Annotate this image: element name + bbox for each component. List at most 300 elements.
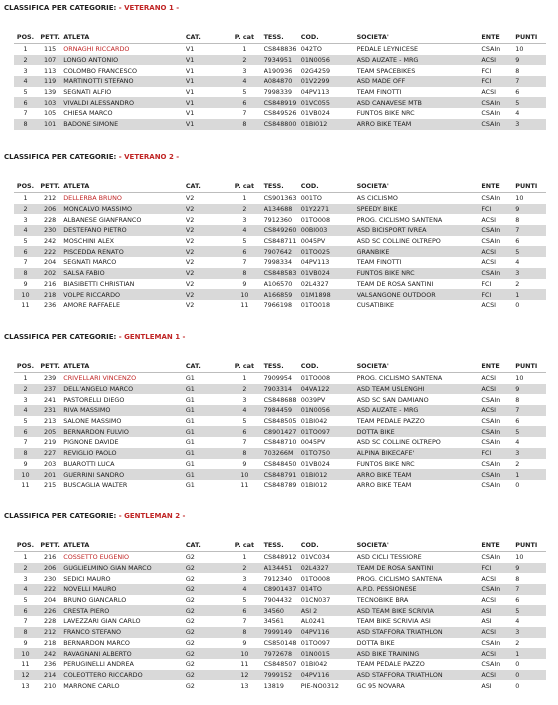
cell-pett: 242 <box>44 237 57 246</box>
cell-cod: 01BI012 <box>301 119 357 130</box>
section-title-prefix: CLASSIFICA PER CATEGORIE: <box>4 4 119 12</box>
cell-pos: 11 <box>21 660 30 669</box>
cell-tess: CS848505 <box>263 417 297 426</box>
cell-pos: 6 <box>14 246 37 257</box>
cell-pett: 210 <box>44 681 57 690</box>
table-row <box>14 65 546 76</box>
cell-pos: 3 <box>23 574 28 583</box>
cell-pos: 13 <box>21 681 30 690</box>
cell-societa: GRANBIKE <box>357 246 482 257</box>
results-table <box>14 31 546 130</box>
cell-pett: 119 <box>37 76 63 87</box>
cell-tess: C8901427 <box>264 426 301 437</box>
cell-tess: A166859 <box>264 289 301 300</box>
cell-cat: V1 <box>185 109 195 118</box>
table-row <box>14 459 546 470</box>
cell-pcat: 6 <box>225 97 263 108</box>
cell-pos: 3 <box>23 66 28 75</box>
cell-tess: CS849260 <box>264 225 301 236</box>
cell-tess: CS848791 <box>264 469 301 480</box>
cell-societa: FUNTOS BIKE NRC <box>356 459 415 468</box>
cell-cat: G2 <box>185 660 195 669</box>
cell-pett: 242 <box>37 648 63 659</box>
cell-tess: 7934951 <box>264 55 301 66</box>
cell-pett: 203 <box>44 459 57 468</box>
table-row <box>14 257 546 268</box>
cell-punti: 7 <box>515 225 546 236</box>
cell-atleta: BRUNO GIANCARLO <box>63 596 127 605</box>
column-header-pett: PETT. <box>37 539 63 552</box>
cell-ente: ACSI <box>481 596 497 605</box>
table-row <box>14 193 546 204</box>
cell-pett: 237 <box>37 384 63 395</box>
column-header-pcat: P. cat <box>225 31 263 44</box>
table-row <box>14 268 546 279</box>
cell-punti: 1 <box>515 289 546 300</box>
cell-punti: 8 <box>515 574 520 583</box>
cell-punti: 0 <box>515 681 520 690</box>
cell-pcat: 5 <box>242 237 247 246</box>
cell-societa: ASD TEAM BIKE SCRIVIA <box>357 605 482 616</box>
column-header-cod: COD. <box>301 539 357 552</box>
cell-tess: CS848912 <box>263 553 297 562</box>
cell-ente: ACSI <box>481 670 515 681</box>
cell-cod: 01BI042 <box>300 417 328 426</box>
cell-cod: AL0241 <box>300 617 325 626</box>
cell-ente: FCI <box>481 563 515 574</box>
column-header-atleta: ATLETA <box>63 31 186 44</box>
table-row <box>14 405 546 416</box>
cell-pos: 5 <box>23 88 28 97</box>
cell-cod: 01VC034 <box>300 553 330 562</box>
cell-punti: 2 <box>515 279 520 288</box>
cell-cod: PIE-NO0312 <box>300 681 339 690</box>
cell-pett: 214 <box>37 670 63 681</box>
cell-societa: ARRO BIKE TEAM <box>357 469 482 480</box>
table-row <box>14 279 546 290</box>
cell-cat: G2 <box>186 605 225 616</box>
cell-pett: 222 <box>37 246 63 257</box>
table-row <box>14 204 546 215</box>
cell-cat: G1 <box>186 469 225 480</box>
cell-atleta: SALSA FABIO <box>63 268 186 279</box>
cell-atleta: NOVELLI MAURO <box>63 584 186 595</box>
cell-societa: ARRO BIKE TEAM <box>357 119 482 130</box>
cell-pcat: 4 <box>225 225 263 236</box>
cell-societa: ASD STAFFORA TRIATHLON <box>357 627 482 638</box>
cell-atleta: AMORE RAFFAELE <box>63 301 120 310</box>
cell-cod: 01TO097 <box>300 638 331 647</box>
cell-societa: ASD SC SAN DAMIANO <box>356 395 429 404</box>
cell-atleta: CRESTA PIERO <box>63 605 186 616</box>
cell-cod: 01VB024 <box>300 459 330 468</box>
column-header-punti: PUNTI <box>515 31 546 44</box>
column-header-cod: COD. <box>301 31 357 44</box>
cell-cat: V1 <box>186 55 225 66</box>
cell-ente: CSAIn <box>481 426 515 437</box>
cell-pett: 206 <box>37 204 63 215</box>
column-header-societa: SOCIETA' <box>357 360 482 373</box>
cell-cod: 04PV113 <box>300 258 330 267</box>
cell-punti: 9 <box>515 563 546 574</box>
cell-tess: 7999149 <box>264 627 301 638</box>
cell-tess: CS848800 <box>264 119 301 130</box>
cell-cat: V2 <box>186 289 225 300</box>
table-row <box>14 214 546 225</box>
cell-pett: 231 <box>37 405 63 416</box>
cell-ente: ACSI <box>481 258 497 267</box>
cell-cat: G1 <box>185 417 195 426</box>
table-row <box>14 394 546 405</box>
cell-tess: CS848789 <box>263 481 297 490</box>
cell-punti: 8 <box>515 215 520 224</box>
cell-cat: V1 <box>185 66 195 75</box>
cell-pett: 213 <box>44 417 57 426</box>
cell-pcat: 12 <box>225 670 263 681</box>
cell-cat: G2 <box>186 670 225 681</box>
cell-societa: ASD SC COLLINE OLTREPO <box>356 237 441 246</box>
table-row <box>14 384 546 395</box>
table-row <box>14 300 546 311</box>
table-row <box>14 552 546 563</box>
cell-tess: A134688 <box>264 204 301 215</box>
cell-pos: 10 <box>14 289 37 300</box>
cell-cod: 01TO097 <box>301 426 357 437</box>
cell-pett: 218 <box>37 289 63 300</box>
cell-punti: 7 <box>515 76 546 87</box>
cell-punti: 0 <box>515 670 546 681</box>
cell-pett: 215 <box>44 481 57 490</box>
cell-cat: V2 <box>185 237 195 246</box>
cell-cat: V2 <box>186 246 225 257</box>
cell-pcat: 11 <box>240 660 249 669</box>
cell-punti: 9 <box>515 204 546 215</box>
table-header-row <box>14 180 546 193</box>
table-row <box>14 448 546 459</box>
table-row <box>14 289 546 300</box>
cell-pos: 10 <box>14 469 37 480</box>
cell-tess: 7999152 <box>264 670 301 681</box>
cell-atleta: BERNARDON FULVIO <box>63 426 186 437</box>
column-header-punti: PUNTI <box>515 539 546 552</box>
cell-societa: ARRO BIKE TEAM <box>356 481 412 490</box>
cell-cod: 0045PV <box>300 237 326 246</box>
cell-pett: 222 <box>37 584 63 595</box>
cell-pcat: 1 <box>242 45 247 54</box>
column-header-pos: POS. <box>14 180 37 193</box>
table-row <box>14 659 546 670</box>
cell-cat: V2 <box>185 279 195 288</box>
cell-tess: C8901437 <box>264 584 301 595</box>
cell-atleta: FRANCO STEFANO <box>63 627 186 638</box>
results-table <box>14 360 546 491</box>
cell-punti: 5 <box>515 426 546 437</box>
cell-ente: CSAIn <box>481 438 501 447</box>
cell-tess: CS850148 <box>263 638 297 647</box>
cell-atleta: PISCEDDA RENATO <box>63 246 186 257</box>
cell-pett: 201 <box>37 469 63 480</box>
cell-cod: 042TO <box>300 45 322 54</box>
cell-pcat: 6 <box>225 426 263 437</box>
cell-pcat: 11 <box>240 481 249 490</box>
column-header-punti: PUNTI <box>515 180 546 193</box>
cell-tess: CS901363 <box>263 194 297 203</box>
cell-pos: 8 <box>14 268 37 279</box>
cell-atleta: MONCALVO MASSIMO <box>63 204 186 215</box>
cell-tess: CS848583 <box>264 268 301 279</box>
cell-pett: 227 <box>37 448 63 459</box>
cell-punti: 2 <box>515 638 520 647</box>
cell-tess: A134451 <box>264 563 301 574</box>
cell-societa: AS CICLISMO <box>356 194 398 203</box>
cell-ente: CSAIn <box>481 395 501 404</box>
cell-cat: V2 <box>185 215 195 224</box>
section-category-name: - GENTLEMAN 2 - <box>118 512 186 520</box>
cell-pos: 2 <box>14 384 37 395</box>
cell-atleta: COLOMBO FRANCESCO <box>63 66 138 75</box>
cell-pett: 113 <box>44 66 57 75</box>
cell-pcat: 2 <box>225 204 263 215</box>
column-header-ente: ENTE <box>481 31 515 44</box>
cell-cat: G1 <box>185 459 195 468</box>
cell-cod: 01BI012 <box>301 469 357 480</box>
cell-tess: 7904432 <box>263 596 293 605</box>
cell-ente: CSAIn <box>481 417 501 426</box>
cell-tess: 7903314 <box>264 384 301 395</box>
cell-atleta: ORNAGHI RICCARDO <box>63 45 130 54</box>
cell-cat: G2 <box>185 638 195 647</box>
cell-tess: CS848711 <box>263 237 297 246</box>
cell-pcat: 1 <box>242 374 247 383</box>
cell-societa: DOTTA BIKE <box>357 426 482 437</box>
cell-atleta: REVIGLIO PAOLO <box>63 448 186 459</box>
cell-pos: 4 <box>14 225 37 236</box>
cell-pos: 8 <box>14 448 37 459</box>
cell-societa: PEDALE LEYNICESE <box>356 45 419 54</box>
cell-atleta: BUAROTTI LUCA <box>63 459 115 468</box>
cell-pos: 2 <box>14 204 37 215</box>
cell-punti: 0 <box>515 301 520 310</box>
table-row <box>14 119 546 130</box>
cell-pcat: 6 <box>225 246 263 257</box>
table-row <box>14 670 546 681</box>
column-header-cat: CAT. <box>186 31 225 44</box>
cell-punti: 2 <box>515 459 520 468</box>
cell-societa: TEAM DE ROSA SANTINI <box>357 563 482 574</box>
cell-pcat: 3 <box>242 395 247 404</box>
cell-societa: PROG. CICLISMO SANTENA <box>356 215 443 224</box>
cell-cat: V2 <box>186 225 225 236</box>
cell-punti: 4 <box>515 258 520 267</box>
cell-tess: CS848710 <box>263 438 297 447</box>
cell-atleta: BIASIBETTI CHRISTIAN <box>63 279 135 288</box>
results-table <box>14 180 546 311</box>
column-header-tess: TESS. <box>264 180 301 193</box>
cell-atleta: DELL'ANGELO MARCO <box>63 384 186 395</box>
cell-atleta: CHIESA MARCO <box>63 109 113 118</box>
cell-cat: G1 <box>186 426 225 437</box>
cell-cod: 04PV116 <box>301 627 357 638</box>
cell-pett: 115 <box>44 45 57 54</box>
column-header-ente: ENTE <box>481 539 515 552</box>
table-row <box>14 638 546 649</box>
cell-atleta: SEGNATI MARCO <box>63 258 117 267</box>
table-row <box>14 573 546 584</box>
cell-pcat: 4 <box>225 76 263 87</box>
cell-pos: 6 <box>14 426 37 437</box>
cell-tess: CS849526 <box>263 109 297 118</box>
cell-pcat: 9 <box>242 459 247 468</box>
cell-societa: ASD SC COLLINE OLTREPO <box>356 438 441 447</box>
cell-tess: 703266M <box>264 448 301 459</box>
cell-pett: 228 <box>44 215 57 224</box>
cell-pos: 7 <box>23 258 28 267</box>
cell-societa: TEAM DE ROSA SANTINI <box>356 279 434 288</box>
cell-ente: FCI <box>481 204 515 215</box>
section-title-prefix: CLASSIFICA PER CATEGORIE: <box>4 153 119 161</box>
cell-atleta: LONGO ANTONIO <box>63 55 186 66</box>
cell-punti: 6 <box>515 596 520 605</box>
cell-tess: CS848450 <box>263 459 297 468</box>
cell-atleta: BERNARDON MARCO <box>63 638 130 647</box>
cell-tess: 7972678 <box>264 648 301 659</box>
cell-societa: ASD STAFFORA TRIATHLON <box>357 670 482 681</box>
column-header-pcat: P. cat <box>225 360 263 373</box>
table-row <box>14 225 546 236</box>
cell-ente: FCI <box>481 76 515 87</box>
cell-atleta: CRIVELLARI VINCENZO <box>63 374 137 383</box>
cell-pett: 239 <box>44 374 57 383</box>
cell-punti: 1 <box>515 469 546 480</box>
cell-cod: 01TO008 <box>300 215 331 224</box>
table-row <box>14 373 546 384</box>
cell-atleta: BADONE SIMONE <box>63 119 186 130</box>
cell-punti: 4 <box>515 617 520 626</box>
cell-cod: 01VB024 <box>301 268 357 279</box>
cell-tess: 7912340 <box>263 574 293 583</box>
cell-tess: CS848507 <box>263 660 297 669</box>
section-title-prefix: CLASSIFICA PER CATEGORIE: <box>4 333 119 341</box>
cell-punti: 9 <box>515 55 546 66</box>
cell-pcat: 4 <box>225 584 263 595</box>
cell-cat: V1 <box>185 45 195 54</box>
cell-cod: 001TO <box>300 194 322 203</box>
table-row <box>14 469 546 480</box>
cell-pcat: 10 <box>225 469 263 480</box>
cell-atleta: GUGLIELMINO GIAN MARCO <box>63 563 186 574</box>
table-row <box>14 416 546 427</box>
table-row <box>14 595 546 606</box>
cell-punti: 4 <box>515 109 520 118</box>
cell-punti: 5 <box>515 246 546 257</box>
cell-pos: 7 <box>23 617 28 626</box>
cell-pett: 105 <box>44 109 57 118</box>
cell-tess: CS848919 <box>264 97 301 108</box>
cell-pett: 212 <box>44 194 57 203</box>
cell-pett: 241 <box>44 395 57 404</box>
cell-ente: CSAIn <box>481 553 501 562</box>
section-title <box>4 153 179 161</box>
cell-punti: 6 <box>515 88 520 97</box>
table-row <box>14 616 546 627</box>
column-header-pos: POS. <box>14 360 37 373</box>
cell-tess: A190936 <box>263 66 293 75</box>
cell-punti: 0 <box>515 481 520 490</box>
cell-tess: CS848688 <box>263 395 297 404</box>
cell-punti: 9 <box>515 384 546 395</box>
section-title <box>4 512 185 520</box>
cell-pos: 1 <box>23 45 28 54</box>
cell-cod: 04VA122 <box>301 384 357 395</box>
cell-punti: 8 <box>515 66 520 75</box>
cell-societa: ASD BICISPORT IVREA <box>357 225 482 236</box>
cell-pos: 5 <box>23 237 28 246</box>
cell-punti: 3 <box>515 119 546 130</box>
cell-pett: 204 <box>44 258 57 267</box>
cell-pett: 216 <box>44 279 57 288</box>
cell-ente: ACSI <box>481 384 515 395</box>
cell-ente: FCI <box>481 66 492 75</box>
cell-punti: 10 <box>515 194 524 203</box>
cell-punti: 6 <box>515 417 520 426</box>
table-row <box>14 584 546 595</box>
cell-societa: TEAM PEDALE PAZZO <box>356 660 425 669</box>
cell-cat: V1 <box>186 119 225 130</box>
cell-pcat: 8 <box>225 627 263 638</box>
cell-ente: CSAIn <box>481 225 515 236</box>
cell-pcat: 10 <box>225 648 263 659</box>
cell-cat: G2 <box>186 627 225 638</box>
cell-cod: 01CN037 <box>300 596 331 605</box>
cell-cod: 01BI012 <box>300 481 328 490</box>
column-header-pett: PETT. <box>37 360 63 373</box>
cell-cod: 01N0015 <box>301 648 357 659</box>
cell-pett: 230 <box>44 574 57 583</box>
cell-punti: 5 <box>515 97 546 108</box>
section-title-prefix: CLASSIFICA PER CATEGORIE: <box>4 512 119 520</box>
cell-tess: A084870 <box>264 76 301 87</box>
cell-cat: G1 <box>186 384 225 395</box>
cell-tess: 7912360 <box>263 215 293 224</box>
cell-cat: G1 <box>185 438 195 447</box>
cell-punti: 10 <box>515 374 524 383</box>
cell-punti: 3 <box>515 268 546 279</box>
cell-pcat: 6 <box>225 605 263 616</box>
cell-cod: ASI 2 <box>301 605 357 616</box>
cell-ente: CSAIn <box>481 660 501 669</box>
column-header-societa: SOCIETA' <box>357 539 482 552</box>
cell-pcat: 9 <box>242 638 247 647</box>
cell-pcat: 8 <box>225 119 263 130</box>
cell-cod: 01VC055 <box>301 97 357 108</box>
cell-pett: 202 <box>37 268 63 279</box>
cell-pos: 6 <box>14 605 37 616</box>
cell-societa: ASD TEAM USLENGHI <box>357 384 482 395</box>
cell-pos: 7 <box>23 109 28 118</box>
table-row <box>14 605 546 616</box>
cell-pett: 206 <box>37 563 63 574</box>
cell-pcat: 2 <box>225 384 263 395</box>
cell-ente: ASI <box>481 617 492 626</box>
section-title <box>4 4 179 12</box>
cell-pcat: 13 <box>240 681 249 690</box>
cell-pos: 1 <box>23 553 28 562</box>
cell-ente: ACSI <box>481 627 515 638</box>
table-header-row <box>14 360 546 373</box>
cell-pos: 9 <box>23 459 28 468</box>
cell-pcat: 3 <box>242 66 247 75</box>
cell-pos: 3 <box>23 215 28 224</box>
